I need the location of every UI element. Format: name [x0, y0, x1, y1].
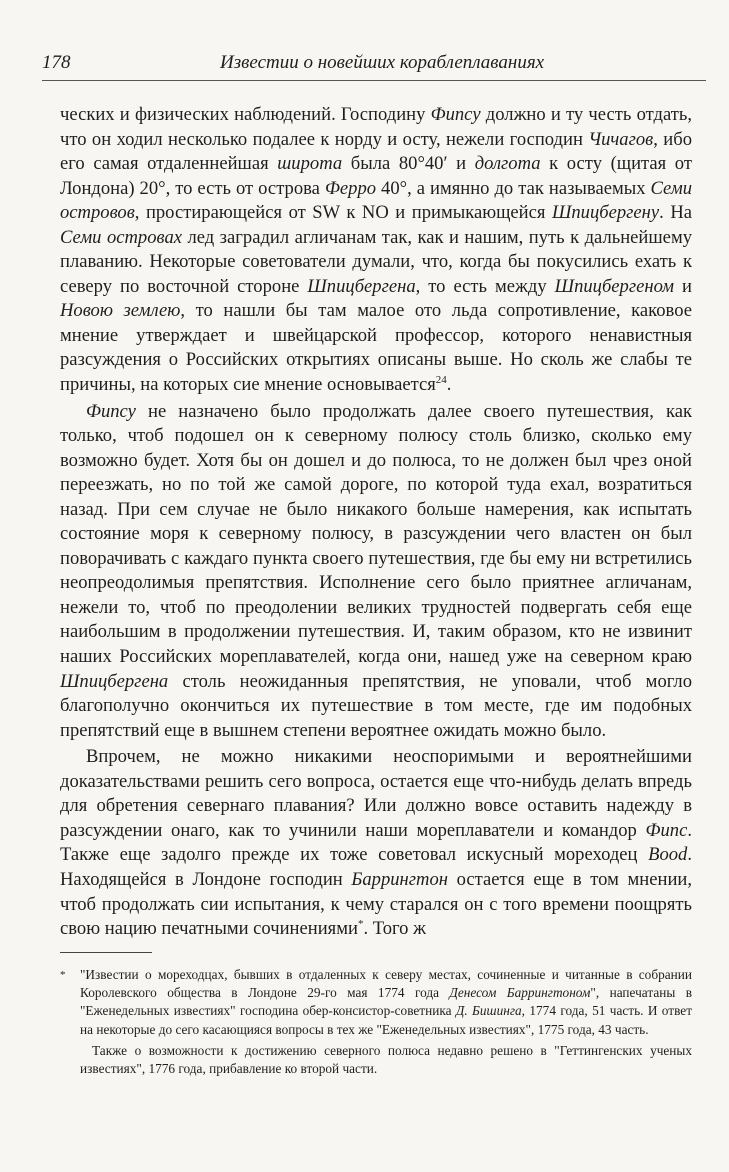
name-chichagov: Чичагов — [588, 128, 654, 150]
running-head — [42, 50, 706, 81]
place-seven-islands: Семи островах — [60, 226, 183, 248]
paragraph-2: Фипсу не назначено было продолжать далее своего путешествия, как только, чтоб подошел он к северному полюсу столь близко, сколько ему возможно будет. Хотя бы он дошел и до полюса, то не должен был чрез оной переезжать, но по той же самой дороге, по которой туда ехал, возратиться назад. При сем случае не было никакого больше намерения, как испытать состояние моря к северному полюсу, в разсуждении чего властен он был поворачивать с каждаго пункта своего путешествия, где бы ему ни встретились неопреодолимыя препятствия. Исполнение сего было приятнее агличанам, нежели то, чтоб по преодолении великих трудностей подвергать себя еще наибольшим в продолжении путешествия. И, таким образом, кто не извинит наших Российских мореплавателей, когда они, нашед уже на северном краю Шпицбергена столь неожиданныя препятствия, не уповали, чтоб могло благополучно окончиться их путешествие в том месте, где им подобных препятствий еще в вышнем степени вероятнее ожидать можно было. — [60, 400, 692, 741]
running-title: Известии о новейших кораблеплаваниях — [220, 52, 545, 73]
term-latitude: широта — [277, 153, 343, 175]
name-phipps: Фипс — [645, 819, 688, 841]
place-novaya-zemlya: Новою землею — [60, 300, 181, 322]
footnote-ref[interactable]: * — [357, 917, 364, 930]
place-spitsbergen: Шпицбергена — [307, 275, 416, 297]
name-phipps: Фипсу — [430, 104, 481, 125]
footnote-1-continuation: Также о возможности к достижению северного полюса недавно решено в "Геттингенских ученых известиях", 1776 года, прибавление ко второй части. — [80, 1042, 692, 1077]
place-spitsbergen: Шпицбергена — [60, 670, 169, 692]
footnotes — [60, 966, 692, 1078]
endnote-ref[interactable]: 24 — [435, 373, 447, 386]
paragraph-3: Впрочем, не можно никакими неоспоримыми и вероятнейшими доказательствами решить сего вопроса, остается еще что-нибудь делать впредь для обретения севернаго плавания? Или должно вовсе оставить надежду в разсуждении онаго, как то учинили наши мореплаватели и командор Фипс. Также еще задолго прежде их тоже советовал искусный мореходец Вood. Находящейся в Лондоне господин Баррингтон остается еще в том мнении, чтоб продолжать сии испытания, к чему старался он с того времени поощрять свою нацию печатными сочинениями*. Того ж — [60, 746, 692, 940]
paragraph-1: ческих и физических наблюдений. Господину Фипсу должно и ту честь отдать, что он ходил несколько подалее к норду и осту, нежели господин Чичагов, ибо его самая отдаленнейшая широта была 80°40′ и долгота к осту (щитая от Лондона) 20°, то есть от острова Ферро 40°, а имянно до так называемых Семи островов, простирающейся от SW к NO и примыкающейся Шпицбергену. На Семи островах лед заградил агличанам так, как и нашим, путь к дальнейшему плаванию. Некоторые советователи думали, что, когда бы покусились ехать к северу по восточной стороне Шпицбергена, то есть между Шпицбергеном и Новою землею, то нашли бы там малое ото льда сопротивление, каковое мнение утверждает и швейцарской профессор, которого ненавистныя разсуждения о Российских открытиях описаны выше. Но сколь же слабы те причины, на которых сие мнение основывается$^{24}$. — [60, 104, 693, 396]
footnote-marker: * — [60, 969, 66, 981]
footnote-divider — [60, 952, 152, 953]
page-number: 178 — [42, 52, 71, 73]
place-ferro: Ферро — [324, 177, 377, 199]
name-phipps: Фипсу — [86, 400, 136, 422]
place-spitsbergen: Шпицбергену — [551, 202, 660, 224]
name-wood: Вood — [648, 844, 688, 866]
body-text — [60, 103, 692, 942]
footnote-1: * "Известии о мореходцах, бывших в отдаленных к северу местах, сочиненные и читанные в собрании Королевского общества в Лондоне 29-го мая 1774 года Денесом Баррингтоном", напечатаны в "Еженедельных известиях" господина обер-консистор-советника Д. Бишинга, 1774 года, 51 часть. И ответ на некоторые до сего касающияся вопросы в тех же "Еженедельных известиях", 1775 года, 43 часть. — [60, 967, 693, 1037]
name-busching: Д. Бишинга — [455, 1003, 522, 1019]
place-spitsbergen: Шпицбергеном — [554, 275, 675, 297]
name-daines-barrington: Денесом Баррингтоном — [449, 985, 591, 1001]
term-longitude: долгота — [474, 153, 541, 175]
name-barrington: Баррингтон — [351, 868, 448, 890]
place-seven-islands: Семи островов — [60, 177, 692, 224]
